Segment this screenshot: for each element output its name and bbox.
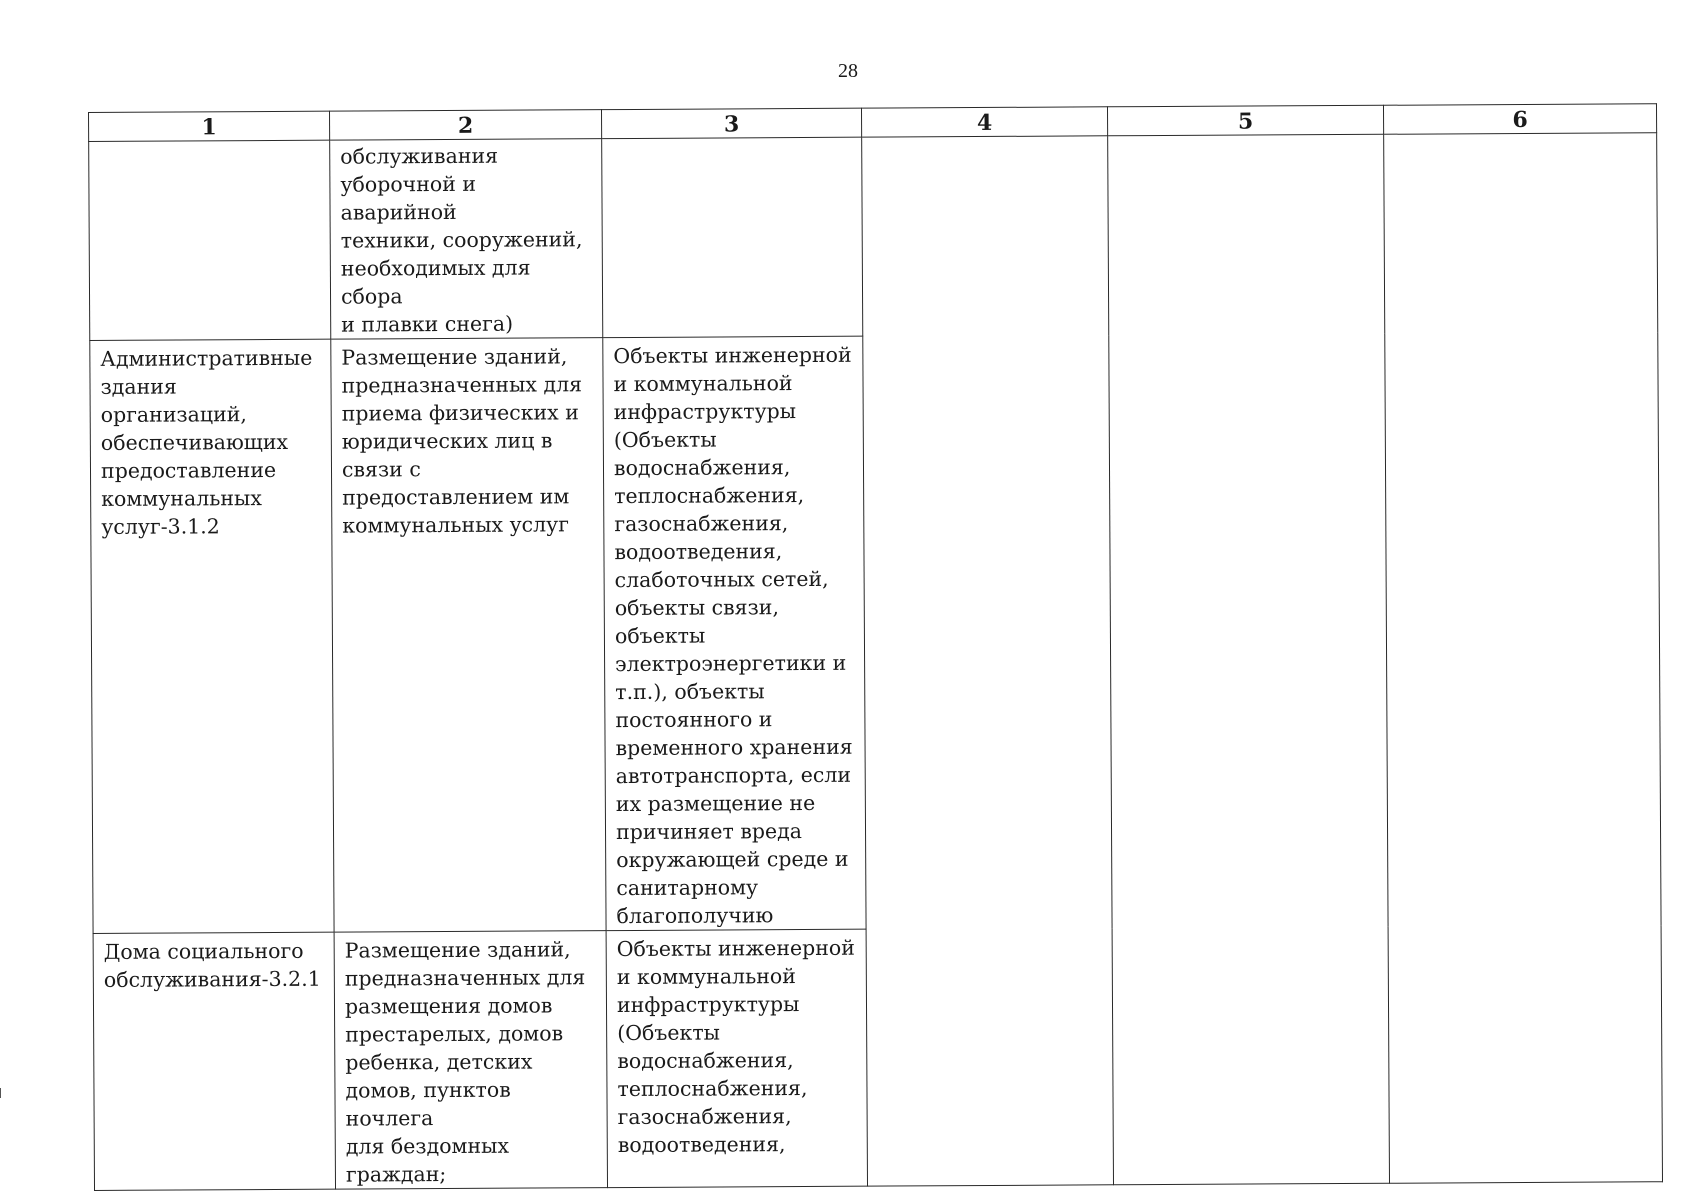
row1-use-name-cell [89, 140, 331, 340]
row3-auxiliary-uses-cell: Объекты инженерной и коммунальной инфраструктуры (Объекты водоснабжения, теплоснабжения, газоснабжения, водоотведения, [606, 929, 867, 1187]
row2-description-cell: Размещение зданий, предназначенных для приема физических и юридических лиц в связи с предоставлением им коммунальных услуг [331, 338, 606, 933]
table-row [89, 133, 1658, 341]
column-4-empty-cell [862, 136, 1114, 1186]
row2-auxiliary-uses-cell: Объекты инженерной и коммунальной инфраструктуры (Объекты водоснабжения, теплоснабжения, газоснабжения, водоотведения, слаботочных сетей, объекты связи, объекты электроэнергетики и т.п.), объекты постоянного и временного хранения автотранспорта, если их размещение не причиняет вреда окружающей среде и санитарному благополучию [603, 336, 866, 930]
column-header-2: 2 [329, 110, 601, 141]
row1-auxiliary-uses-cell [602, 137, 863, 337]
row1-description-cell: обслуживания уборочной и аварийной техники, сооружений, необходимых для сбора и плавки снега) [330, 139, 603, 340]
column-header-6: 6 [1383, 104, 1656, 135]
column-header-3: 3 [601, 108, 861, 138]
page-number: 28 [838, 60, 858, 82]
scan-edge-mark [0, 1088, 7, 1098]
row3-description-cell: Размещение зданий, предназначенных для размещения домов престарелых, домов ребенка, детских домов, пунктов ночлега для бездомных граждан; [334, 931, 607, 1190]
column-6-empty-cell [1384, 133, 1663, 1184]
row2-use-name-cell: Административные здания организаций, обеспечивающих предоставление коммунальных услуг-3.1.2 [90, 339, 334, 933]
column-header-5: 5 [1107, 105, 1383, 136]
land-use-table [88, 103, 1663, 1191]
regulation-table-wrapper [88, 103, 1663, 1191]
column-5-empty-cell [1108, 134, 1390, 1185]
column-header-1: 1 [89, 111, 330, 141]
row3-use-name-cell: Дома социального обслуживания-3.2.1 [93, 932, 335, 1190]
column-header-4: 4 [861, 107, 1107, 137]
